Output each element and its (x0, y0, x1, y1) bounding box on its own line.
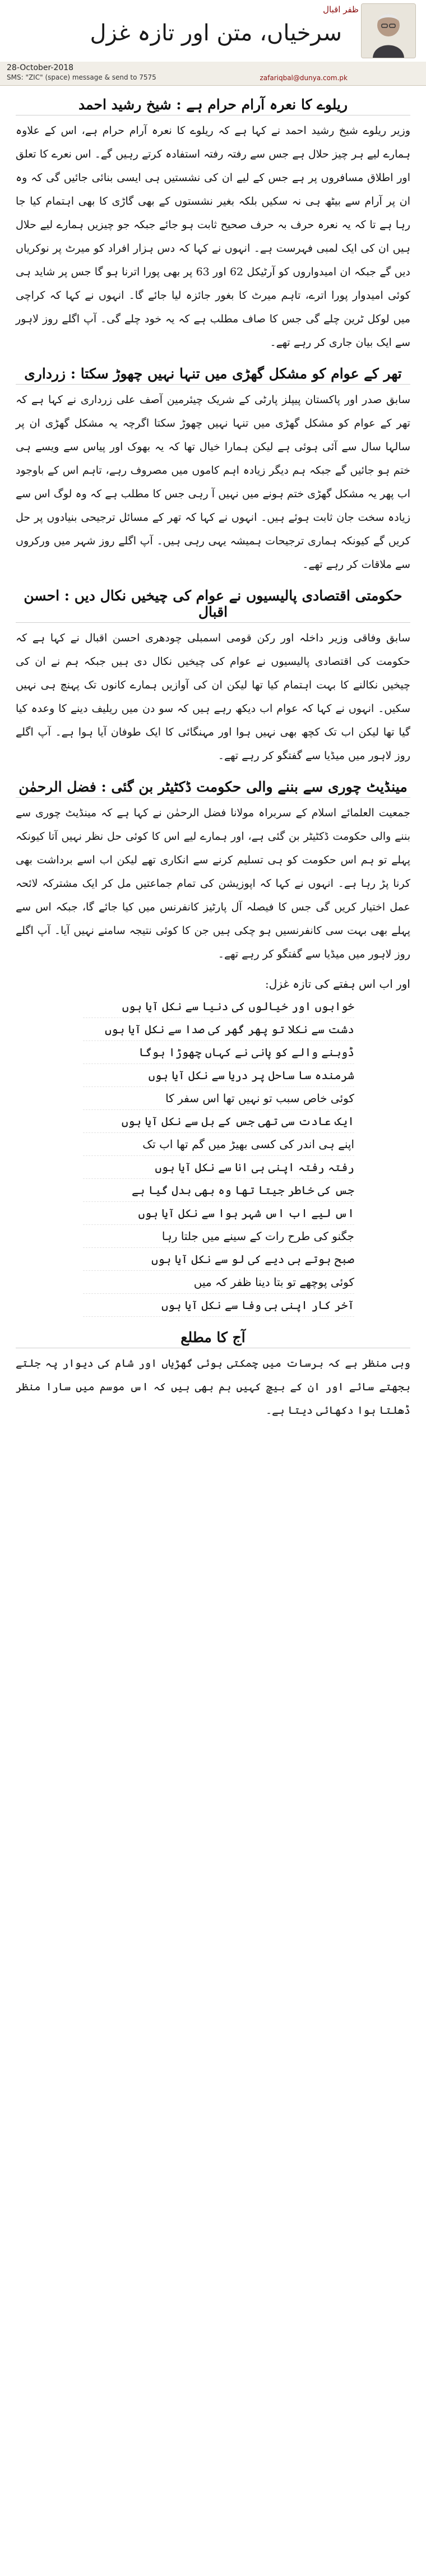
author-portrait-icon (362, 4, 415, 58)
info-bar (0, 62, 426, 86)
author-byline: ظفر اقبال (323, 4, 359, 15)
article-paragraph: سابق وفاقی وزیر داخلہ اور رکن قومی اسمبلی چودھری احسن اقبال نے کہا ہے کہ حکومت کی اقتصادی پالیسیوں نے عوام کی چیخیں نکال دی ہیں جبکہ ہم نے ان کی چیخیں نکالنے کا بہت اہتمام کیا تھا لیکن ان کی آوازیں ہمارے کانوں تک پہنچ ہی نہیں سکیں۔ انہوں نے کہا کہ عوام اب دیکھ رہے ہیں کہ سو دن میں ریلیف دینے کا وعدہ کیا گیا تھا لیکن اب تک کچھ بھی نہیں ہوا اور مہنگائی کا ایک طوفان آیا ہوا ہے۔ آپ اگلے روز لاہور میں میڈیا سے گفتگو کر رہے تھے۔ (16, 632, 410, 762)
article-heading: مینڈیٹ چوری سے بننے والی حکومت ڈکٹیٹر بن گئی : فضل الرحمٰن (16, 779, 410, 798)
article-paragraph: جمعیت العلمائے اسلام کے سربراہ مولانا فضل الرحمٰن نے کہا ہے کہ مینڈیٹ چوری سے بننے والی حکومت ڈکٹیٹر بن گئی ہے، اور ہمارے لیے اس کا کوئی حل نظر نہیں آتا کیونکہ پہلے تو ہم اس حکومت کو ہی تسلیم کرنے سے انکاری تھے لیکن اب اسے برداشت بھی کرنا پڑ رہا ہے۔ انہوں نے کہا کہ اپوزیشن کی تمام جماعتیں مل کر ایک مشترکہ لائحہ عمل اختیار کریں گی جس کا فیصلہ آل پارٹیز کانفرنس میں کیا جائے گا، جبکہ اس سے پہلے بھی بہت سی کانفرنسیں ہو چکی ہیں جن کا کوئی نتیجہ سامنے نہیں آیا۔ آپ اگلے روز لاہور میں میڈیا سے گفتگو کر رہے تھے۔ (16, 807, 410, 960)
poem-line: خوابوں اور خیالوں کی دنیا سے نکل آیا ہوں (83, 995, 354, 1018)
poem-line: شرمندہ سا ساحل پر دریا سے نکل آیا ہوں (83, 1064, 354, 1087)
poem-line: کوئی پوچھے تو بتا دینا ظفر کہ میں (83, 1271, 354, 1294)
poem-line: اپنے ہی اندر کی کسی بھیڑ میں گم تھا اب تک (83, 1133, 354, 1156)
masthead (0, 0, 426, 63)
poem-line: اس لیے اب اس شہر ہوا سے نکل آیا ہوں (83, 1202, 354, 1225)
article-heading: حکومتی اقتصادی پالیسیوں نے عوام کی چیخیں نکال دیں : احسن اقبال (16, 588, 410, 623)
article-paragraph: سابق صدر اور پاکستان پیپلز پارٹی کے شریک چیئرمین آصف علی زرداری نے کہا ہے کہ تھر کے عوام کو مشکل گھڑی میں تنہا نہیں چھوڑ سکتا اگرچہ یہ مشکل گھڑی ان پر سالہا سال سے آئی ہوئی ہے لیکن ہمارا خیال تھا کہ یہ بھوک اور پیاس سے ویسے ہی ختم ہو جائیں گے جبکہ ہم دیگر زیادہ اہم کاموں میں مصروف رہے، تاہم اس کے باوجود اب پھر یہ مشکل گھڑی ختم ہونے میں نہیں آ رہی جس کا مطلب ہے کہ وہ لوگ اس سے زیادہ سخت جان ثابت ہوئے ہیں۔ انہوں نے کہا کہ تھر کے مسائل ترجیحی بنیادوں پر حل کریں گے کیونکہ ہماری ترجیحات ہمیشہ یہی رہی ہیں۔ آپ اگلے روز شہر میں ورکروں سے ملاقات کر رہے تھے۔ (16, 394, 410, 571)
poem-line: ڈوبنے والے کو پانی نے کہاں چھوڑا ہوگا (83, 1041, 354, 1064)
poem-line: جس کی خاطر جیتا تھا وہ بھی بدل گیا ہے (83, 1179, 354, 1202)
poem-line: آخر کار اپنی ہی وفا سے نکل آیا ہوں (83, 1294, 354, 1317)
poem-line: دشت سے نکلا تو پھر گھر کی صدا سے نکل آیا ہوں (83, 1018, 354, 1041)
quote-paragraph: وہی منظر ہے کہ برسات میں چمکتی ہوئی گھڑیاں اور شام کی دیوار پہ جلتے بجھتے سائے اور ان کے بیچ کہیں ہم بھی ہیں کہ اس موسم میں سارا منظر ڈھلتا ہوا دکھائی دیتا ہے۔ (16, 1357, 410, 1417)
poem-line: رفتہ رفتہ اپنی ہی انا سے نکل آیا ہوں (83, 1156, 354, 1179)
publish-date: 28-October-2018 (7, 63, 74, 72)
poem-intro: اور اب اس ہفتے کی تازہ غزل: (265, 977, 410, 991)
article-paragraph: وزیر ریلوے شیخ رشید احمد نے کہا ہے کہ ریلوے کا نعرہ آرام حرام ہے، اس کے علاوہ ہمارے لیے ہر چیز حلال ہے جس سے رفتہ رفتہ استفادہ کرتے رہیں گے۔ اس نعرے کا تعلق اور اطلاق مسافروں پر ہے جس کے لیے ان کی نشستیں ہی ایسی بنائی جائیں گی کہ وہ ان پر آرام سے بیٹھ ہی نہ سکیں بلکہ بغیر نشستوں کے بھی گاڑی کا بھی اہتمام کیا جا رہا ہے تا کہ یہ نعرہ حرف بہ حرف صحیح ثابت ہو جائے جبکہ جو چیزیں ہمارے لیے حلال ہیں ان کی ایک لمبی فہرست ہے۔ انہوں نے کہا کہ دس ہزار افراد کو میرٹ پر نوکریاں دیں گے جبکہ ان امیدواروں کو آرٹیکل 62 اور 63 پر بھی پورا اترنا ہو گا جس پر شاید ہی کوئی امیدوار پورا اترے، تاہم میرٹ کا بغور جائزہ لیا جائے گا۔ انہوں نے کہا کہ کراچی میں لوکل ٹرین چلے گی جس کا صاف مطلب ہے کہ یہ خود چلے گی۔ آپ اگلے روز لاہور سے ایک بیان جاری کر رہے تھے۔ (16, 124, 410, 349)
sms-instructions: SMS: "ZIC" (space) message & send to 7575 (7, 73, 156, 81)
poem-line: صبح ہوتے ہی دیے کی لو سے نکل آیا ہوں (83, 1248, 354, 1271)
column-title: سرخیاں، متن اور تازہ غزل (90, 20, 342, 46)
poem-line: کوئی خاص سبب تو نہیں تھا اس سفر کا (83, 1087, 354, 1110)
poem-line: جگنو کی طرح رات کے سینے میں جلتا رہا (83, 1225, 354, 1248)
author-portrait (361, 3, 416, 58)
page-bottom-edge (0, 2573, 426, 2576)
quote-heading: آج کا مطلع (16, 1329, 410, 1348)
poem-line: ایک عادت سی تھی جس کے بل سے نکل آیا ہوں (83, 1110, 354, 1133)
author-email: zafariqbal@dunya.com.pk (260, 74, 348, 82)
article-heading: تھر کے عوام کو مشکل گھڑی میں تنہا نہیں چھوڑ سکتا : زرداری (16, 366, 410, 385)
article-heading: ریلوے کا نعرہ آرام حرام ہے : شیخ رشید احمد (16, 96, 410, 115)
poem (16, 995, 410, 1317)
column-body (16, 96, 410, 1433)
